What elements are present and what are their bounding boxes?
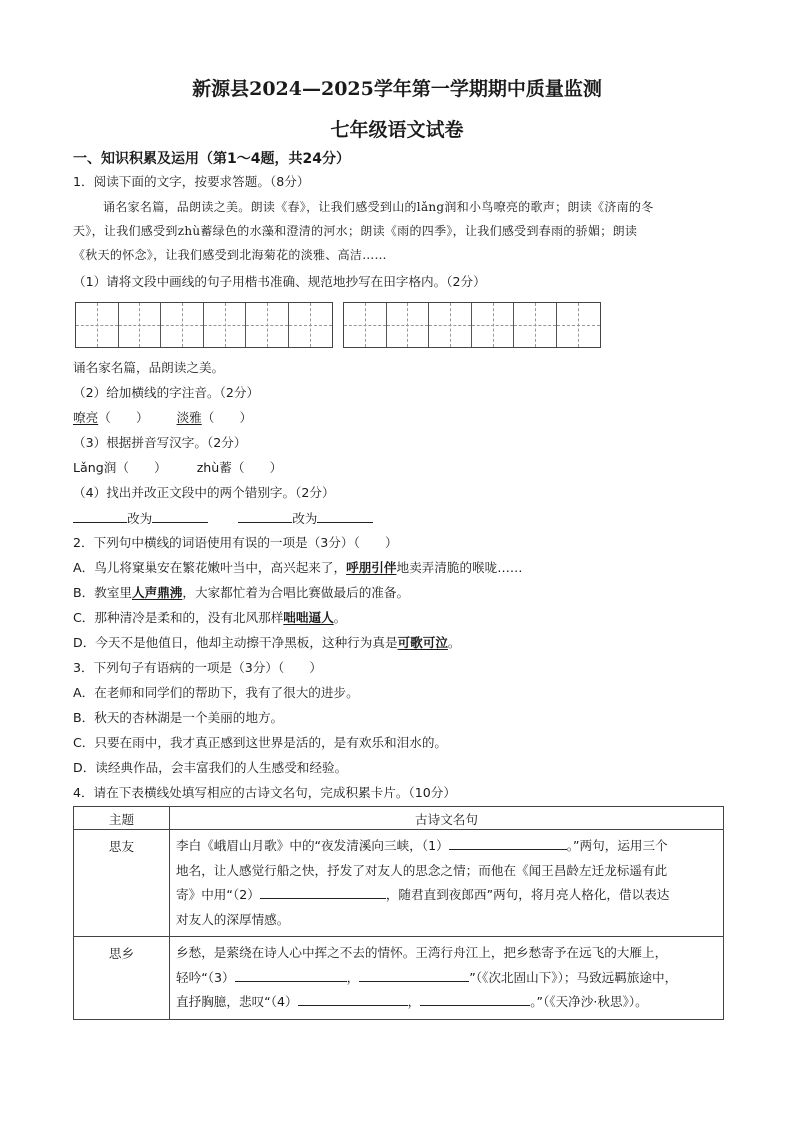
- change-label-2: 改为: [292, 511, 318, 526]
- exam-subtitle: 七年级语文试卷: [330, 119, 464, 141]
- q1-sub3-items: [73, 460, 282, 476]
- grid-cell[interactable]: [514, 303, 557, 347]
- blank-3a[interactable]: [235, 969, 347, 982]
- row1-body: [170, 830, 724, 937]
- grid-cell[interactable]: [344, 303, 387, 347]
- grid-cell[interactable]: [161, 303, 204, 347]
- row1-text-6: 对友人的深厚情感。: [176, 911, 290, 927]
- q2-b-text: B．教室里: [73, 585, 133, 600]
- row2-text-1: 乡愁，是萦绕在诗人心中挥之不去的情怀。王湾行舟江上，把乡愁寄予在远飞的大雁上，: [176, 945, 668, 960]
- q2-c-tail: 。: [333, 610, 347, 625]
- q1-passage-line1: 诵名家名篇，品朗读之美。朗读《春》，让我们感受到山的lǎng润和小鸟嘹亮的歌声；朗读《济南的冬: [103, 200, 654, 214]
- row2-text-5: 直抒胸臆，悲叹“（4）: [176, 994, 298, 1009]
- grid-cell[interactable]: [289, 303, 332, 347]
- row1-text-4: 寄》中用“（2）: [176, 887, 260, 902]
- typo-blank-1[interactable]: [73, 510, 127, 523]
- blank-2[interactable]: [260, 886, 386, 899]
- q2-c-text: C．那种清冷是柔和的，没有北风那样: [73, 610, 284, 625]
- row2-text-6: ，: [407, 994, 421, 1009]
- q2-d-tail: 。: [447, 635, 461, 650]
- q1-copy-sentence: 诵名家名篇，品朗读之美。: [73, 360, 225, 375]
- row2-topic: 思乡: [74, 937, 170, 1020]
- grid-cell[interactable]: [119, 303, 162, 347]
- poem-table: [73, 806, 724, 1020]
- q2-option-a[interactable]: [73, 560, 522, 576]
- col-verse-header: 古诗文名句: [170, 807, 724, 830]
- q2-option-c[interactable]: [73, 610, 346, 626]
- row1-text-3: 地名，让人感觉行船之快，抒发了对友人的思念之情；而他在《闻王昌龄左迁龙标遥有此: [176, 862, 668, 878]
- q3-stem: 3．下列句子有语病的一项是（3分）（ ）: [73, 660, 323, 675]
- grid-cell[interactable]: [557, 303, 600, 347]
- q1-passage-line2: 天》，让我们感受到zhù蓄绿色的水藻和澄清的河水；朗读《雨的四季》，让我们感受到春雨的骄媚；朗读: [73, 224, 638, 238]
- q2-a-word: 呼朋引伴: [346, 560, 397, 575]
- blank-4a[interactable]: [298, 993, 408, 1006]
- q2-b-word: 人声鼎沸: [132, 585, 183, 600]
- row1-topic: 思友: [74, 830, 170, 937]
- table-header-row: [74, 807, 724, 830]
- q1-sub2-items: [73, 410, 252, 426]
- q2-a-tail: 地卖弄清脆的喉咙……: [396, 560, 523, 575]
- section-heading: 一、知识积累及运用（第1～4题，共24分）: [73, 151, 350, 167]
- q3-option-b[interactable]: B．秋天的杏林湖是一个美丽的地方。: [73, 710, 284, 725]
- q2-option-b[interactable]: [73, 585, 409, 601]
- row1-text-5: ，随君直到夜郎西”两句，将月亮人格化，借以表达: [385, 887, 670, 902]
- row2-body: [170, 937, 724, 1020]
- q2-option-d[interactable]: [73, 635, 461, 651]
- q2-d-text: D．今天不是他值日，他却主动擦干净黑板，这种行为真是: [73, 635, 398, 650]
- row1-text-1: 李白《峨眉山月歌》中的“夜发清溪向三峡，（1）: [176, 838, 449, 853]
- q3-option-d[interactable]: D．读经典作品，会丰富我们的人生感受和经验。: [73, 760, 348, 775]
- q1-sub2: （2）给加横线的字注音。（2分）: [73, 385, 260, 400]
- q1-stem: 1．阅读下面的文字，按要求答题。（8分）: [73, 174, 310, 189]
- col-topic-header: 主题: [74, 807, 170, 830]
- q2-a-text: A．鸟儿将窠巢安在繁花嫩叶当中，高兴起来了，: [73, 560, 347, 575]
- blank-4b[interactable]: [420, 993, 530, 1006]
- sub2-answer2[interactable]: （ ）: [201, 410, 253, 425]
- sub3-pinyin2: zhù蓄: [196, 460, 232, 475]
- grid-cell[interactable]: [246, 303, 289, 347]
- row2-text-4: ”（《次北固山下》）；马致远羁旅途中，: [469, 969, 678, 985]
- q2-d-word: 可歌可泣: [397, 635, 448, 650]
- grid-cell[interactable]: [76, 303, 119, 347]
- tianzige-grid-left[interactable]: [75, 302, 333, 348]
- sub3-pinyin1: Lǎng润: [73, 460, 117, 475]
- blank-1[interactable]: [449, 837, 567, 850]
- tianzige-grid-right[interactable]: [343, 302, 601, 348]
- q4-stem: 4．请在下表横线处填写相应的古诗文名句，完成积累卡片。（10分）: [73, 785, 456, 800]
- grid-cell[interactable]: [472, 303, 515, 347]
- q2-c-word: 咄咄逼人: [283, 610, 334, 625]
- q1-sub1: （1）请将文段中画线的句子用楷书准确、规范地抄写在田字格内。（2分）: [73, 274, 486, 289]
- fix-blank-2[interactable]: [317, 510, 373, 523]
- q1-sub4-blanks: [73, 510, 373, 527]
- fix-blank-1[interactable]: [152, 510, 208, 523]
- grid-cell[interactable]: [204, 303, 247, 347]
- change-label-1: 改为: [127, 511, 153, 526]
- row2-text-7: 。”（《天净沙·秋思》）。: [530, 994, 648, 1009]
- sub3-answer2[interactable]: （ ）: [231, 460, 283, 475]
- typo-blank-2[interactable]: [238, 510, 292, 523]
- grid-cell[interactable]: [429, 303, 472, 347]
- sub2-word1: 嘹亮: [73, 410, 99, 425]
- q2-b-tail: ，大家都忙着为合唱比赛做最后的准备。: [182, 585, 410, 600]
- q1-passage-line3: 《秋天的怀念》，让我们感受到北海菊花的淡雅、高洁……: [73, 248, 387, 262]
- sub3-answer1[interactable]: （ ）: [116, 460, 167, 475]
- grid-cell[interactable]: [387, 303, 430, 347]
- row1-text-2: 。”两句，运用三个: [566, 838, 668, 853]
- table-row: [74, 937, 724, 1020]
- q1-sub4: （4）找出并改正文段中的两个错别字。（2分）: [73, 485, 335, 500]
- sub2-word2: 淡雅: [176, 410, 202, 425]
- blank-3b[interactable]: [359, 969, 469, 982]
- q1-sub3: （3）根据拼音写汉字。（2分）: [73, 435, 247, 450]
- table-row: [74, 830, 724, 937]
- q2-stem: 2．下列句中横线的词语使用有误的一项是（3分）（ ）: [73, 535, 398, 550]
- q3-option-a[interactable]: A．在老师和同学们的帮助下，我有了很大的进步。: [73, 685, 359, 700]
- row2-text-2: 轻吟“（3）: [176, 969, 235, 985]
- q3-option-c[interactable]: C．只要在雨中，我才真正感到这世界是活的，是有欢乐和泪水的。: [73, 735, 448, 750]
- row2-text-3: ，: [346, 969, 360, 985]
- exam-title: 新源县2024—2025学年第一学期期中质量监测: [192, 78, 602, 100]
- sub2-answer1[interactable]: （ ）: [98, 410, 149, 425]
